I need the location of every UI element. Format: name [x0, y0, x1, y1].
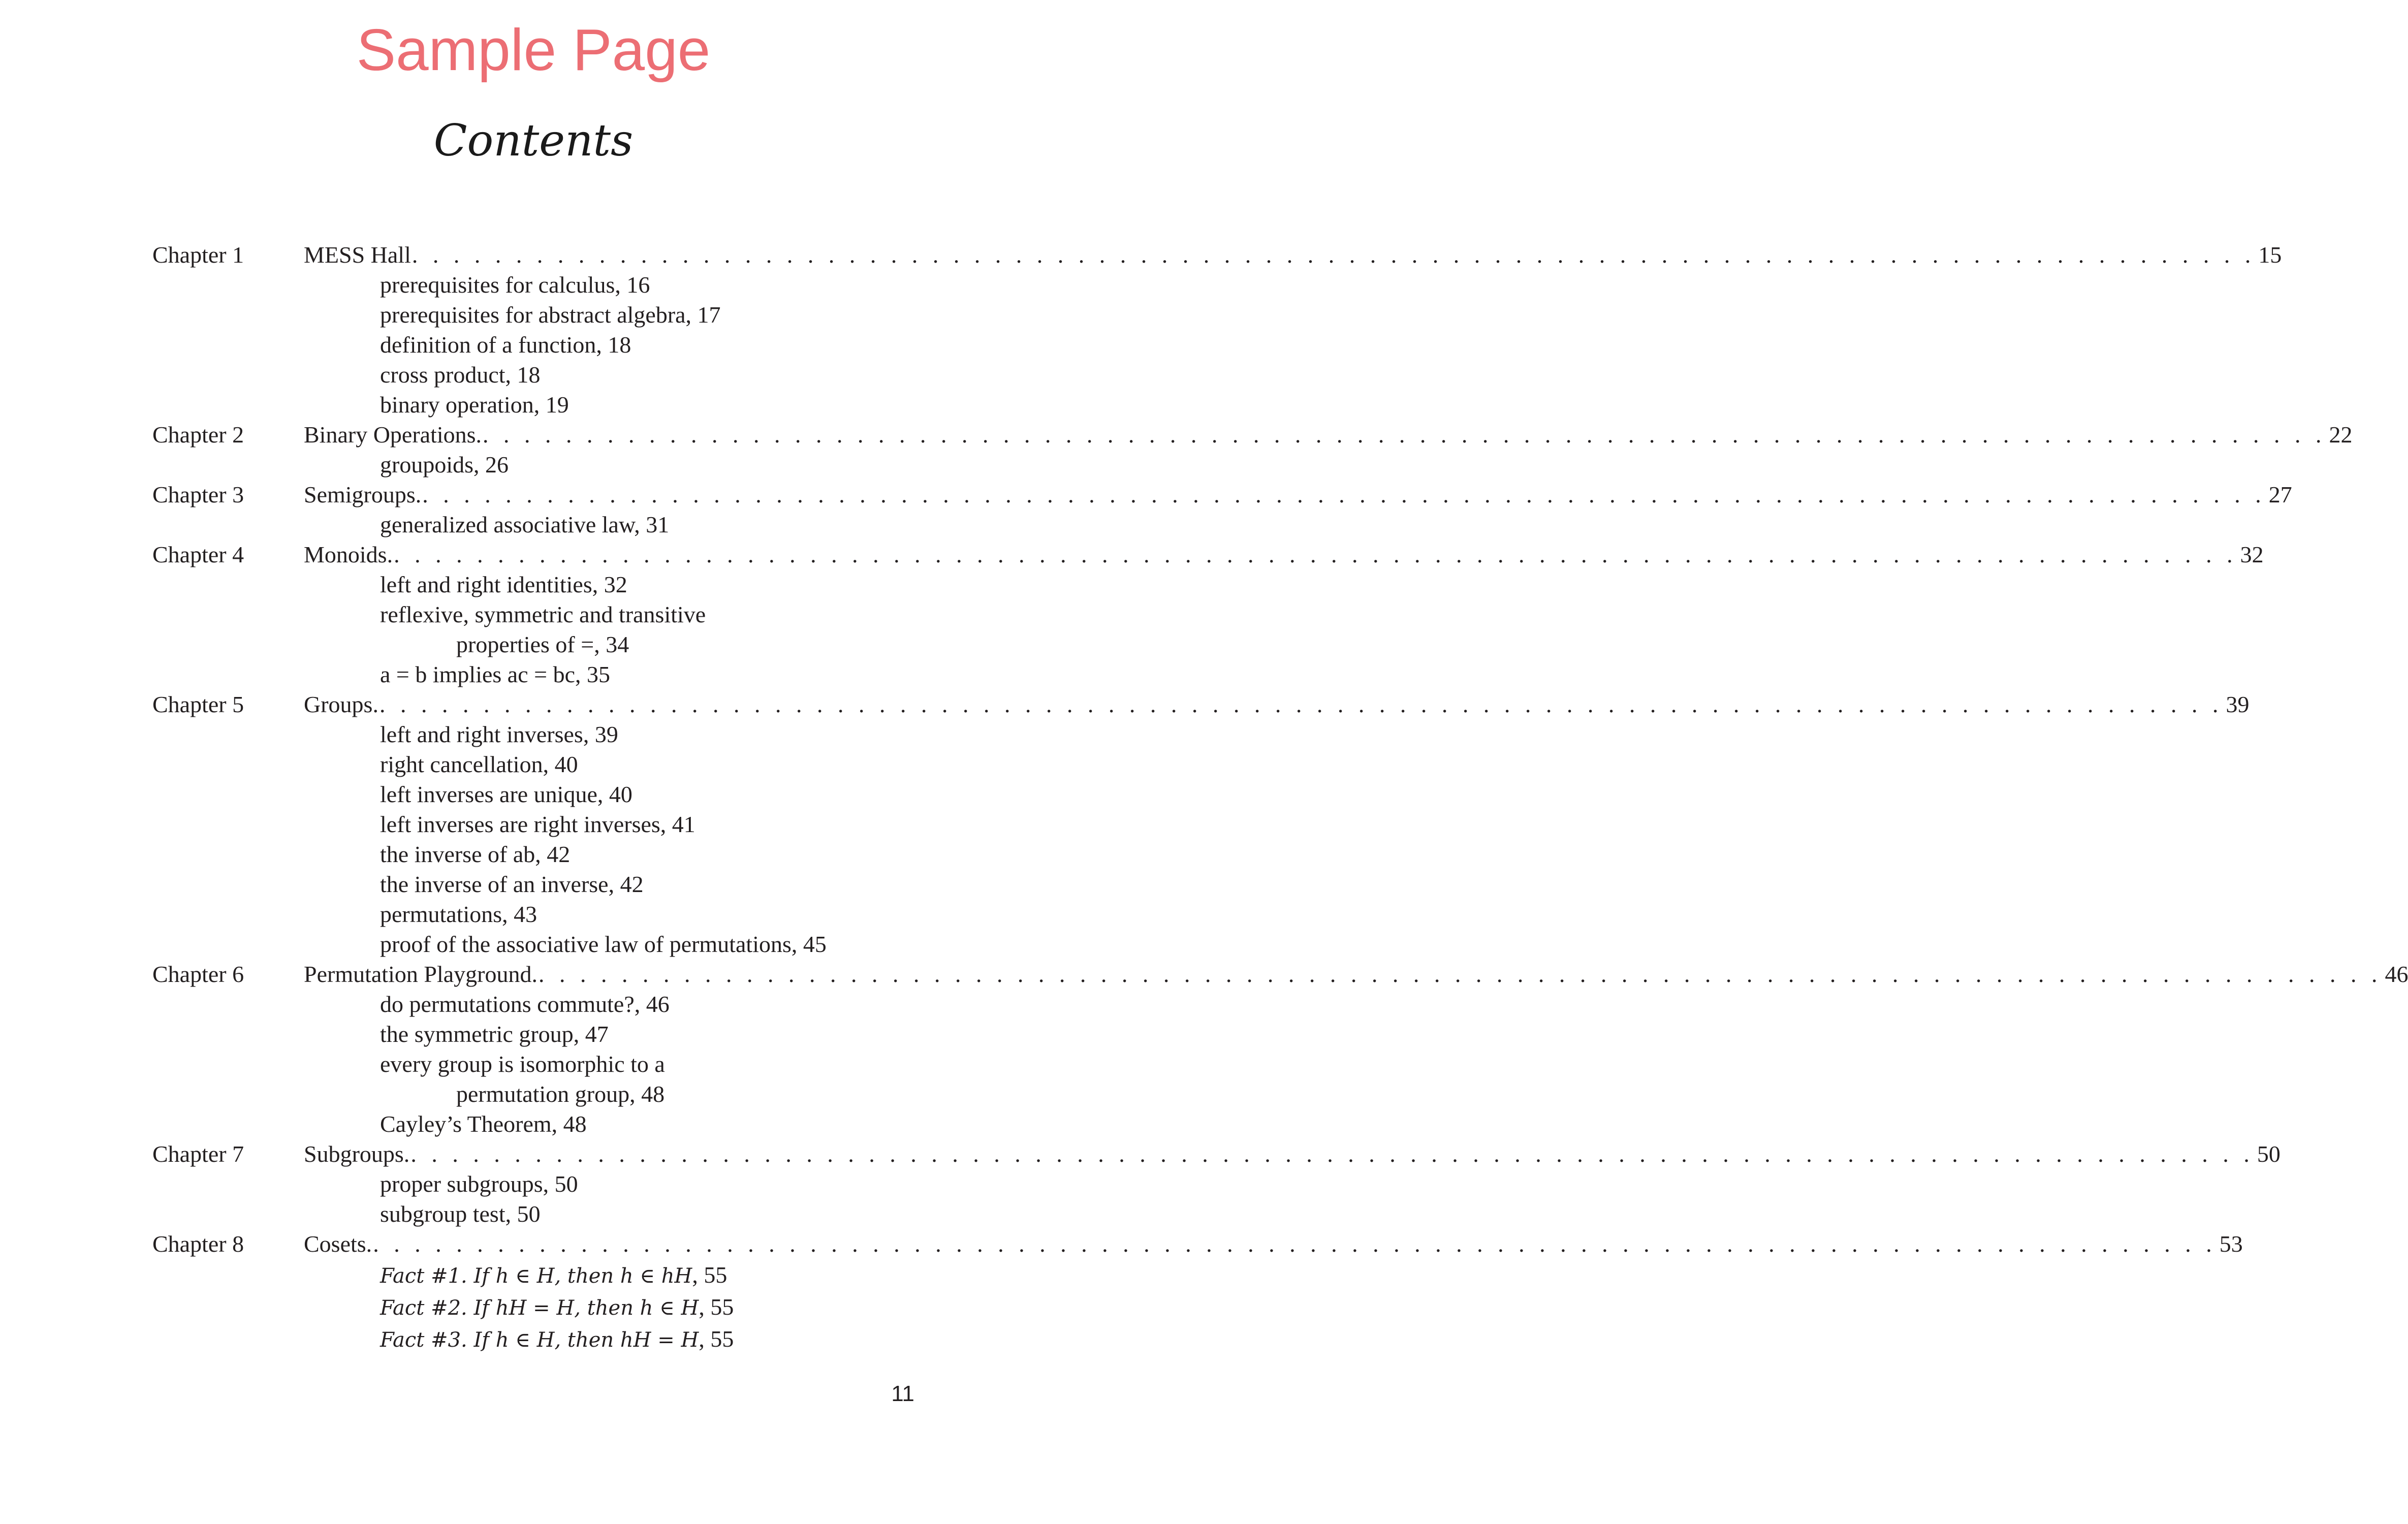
toc-fact-entry — [380, 1324, 734, 1354]
chapter-title: Groups. — [304, 691, 378, 717]
chapter-8-label: Chapter 8 — [152, 1231, 244, 1257]
toc-fact-entry — [380, 1292, 734, 1322]
chapter-8-entry[interactable] — [304, 1229, 2243, 1259]
toc-subentry: every group is isomorphic to a — [380, 1051, 665, 1077]
toc-subentry: left and right inverses, 39 — [380, 721, 618, 747]
chapter-6-entry[interactable] — [304, 959, 2408, 990]
chapter-title: Semigroups. — [304, 482, 422, 507]
chapter-5-entry[interactable] — [304, 689, 2249, 720]
toc-subentry: Cayley’s Theorem, 48 — [380, 1111, 587, 1137]
chapter-title: Monoids. — [304, 542, 393, 567]
toc-subentry: groupoids, 26 — [380, 452, 509, 478]
toc-subentry: a = b implies ac = bc, 35 — [380, 661, 610, 687]
chapter-page-number: 27 — [2268, 482, 2292, 507]
chapter-title: Permutation Playground. — [304, 961, 537, 987]
toc-subentry: left inverses are right inverses, 41 — [380, 811, 695, 837]
toc-subentry: definition of a function, 18 — [380, 332, 631, 358]
chapter-title: Subgroups. — [304, 1141, 410, 1167]
chapter-4-label: Chapter 4 — [152, 542, 244, 567]
dot-leader: . . . . . . . . . . . . . . . . . . . . . . . . . . . . . . . . . . . . . . . . . . . . . . . . . . . . . . . . . . . . . . . . . . . . . . . . . . . . . . . . . . . . . . . . . — [373, 1231, 2216, 1257]
toc-subentry: prerequisites for abstract algebra, 17 — [380, 302, 721, 328]
dot-leader: . . . . . . . . . . . . . . . . . . . . . . . . . . . . . . . . . . . . . . . . . . . . . . . . . . . . . . . . . . . . . . . . . . . . . . . . . . . . . . . . . . . . . . . . . — [538, 961, 2382, 987]
chapter-title: Cosets. — [304, 1231, 372, 1257]
toc-subentry: permutations, 43 — [380, 901, 537, 927]
chapter-2-label: Chapter 2 — [152, 422, 244, 448]
fact-text: Fact #1. If h ∈ H, then h ∈ hH — [380, 1264, 692, 1288]
page-number: 11 — [891, 1381, 914, 1406]
fact-page: , 55 — [692, 1262, 727, 1288]
toc-fact-entry — [380, 1260, 727, 1290]
toc-subentry: subgroup test, 50 — [380, 1201, 541, 1227]
dot-leader: . . . . . . . . . . . . . . . . . . . . . . . . . . . . . . . . . . . . . . . . . . . . . . . . . . . . . . . . . . . . . . . . . . . . . . . . . . . . . . . . . . . . . . . . . — [483, 422, 2326, 448]
toc-subentry: do permutations commute?, 46 — [380, 991, 670, 1017]
chapter-1-entry[interactable] — [304, 240, 2282, 270]
chapter-page-number: 53 — [2219, 1231, 2243, 1257]
chapter-3-entry[interactable] — [304, 480, 2292, 510]
chapter-page-number: 46 — [2385, 961, 2408, 987]
fact-text: Fact #2. If hH = H, then h ∈ H — [380, 1296, 699, 1320]
contents-heading: Contents — [433, 115, 633, 166]
chapter-1-label: Chapter 1 — [152, 242, 244, 268]
dot-leader: . . . . . . . . . . . . . . . . . . . . . . . . . . . . . . . . . . . . . . . . . . . . . . . . . . . . . . . . . . . . . . . . . . . . . . . . . . . . . . . . . . . . . . . . . — [411, 242, 2256, 268]
toc-subentry: right cancellation, 40 — [380, 751, 578, 777]
toc-subentry: the inverse of ab, 42 — [380, 841, 571, 867]
toc-subentry: the symmetric group, 47 — [380, 1021, 609, 1047]
fact-page: , 55 — [699, 1326, 734, 1352]
chapter-2-entry[interactable] — [304, 420, 2353, 450]
chapter-7-label: Chapter 7 — [152, 1141, 244, 1167]
dot-leader: . . . . . . . . . . . . . . . . . . . . . . . . . . . . . . . . . . . . . . . . . . . . . . . . . . . . . . . . . . . . . . . . . . . . . . . . . . . . . . . . . . . . . . . . . — [422, 482, 2266, 507]
toc-subentry: proof of the associative law of permutations, 45 — [380, 931, 827, 957]
chapter-page-number: 32 — [2240, 542, 2264, 567]
toc-subentry: prerequisites for calculus, 16 — [380, 272, 650, 298]
toc-subentry: cross product, 18 — [380, 362, 541, 388]
chapter-page-number: 22 — [2329, 422, 2353, 448]
chapter-title: Binary Operations. — [304, 422, 482, 448]
toc-subentry-continuation: properties of =, 34 — [456, 631, 629, 657]
dot-leader: . . . . . . . . . . . . . . . . . . . . . . . . . . . . . . . . . . . . . . . . . . . . . . . . . . . . . . . . . . . . . . . . . . . . . . . . . . . . . . . . . . . . . . . . . — [394, 542, 2237, 567]
chapter-5-label: Chapter 5 — [152, 691, 244, 717]
toc-subentry: left inverses are unique, 40 — [380, 781, 632, 807]
toc-subentry: proper subgroups, 50 — [380, 1171, 578, 1197]
toc-subentry: reflexive, symmetric and transitive — [380, 601, 706, 627]
toc-subentry: left and right identities, 32 — [380, 572, 627, 597]
dot-leader: . . . . . . . . . . . . . . . . . . . . . . . . . . . . . . . . . . . . . . . . . . . . . . . . . . . . . . . . . . . . . . . . . . . . . . . . . . . . . . . . . . . . . . . . . — [410, 1141, 2254, 1167]
fact-text: Fact #3. If h ∈ H, then hH = H — [380, 1328, 699, 1352]
toc-subentry: the inverse of an inverse, 42 — [380, 871, 644, 897]
sample-page-watermark: Sample Page — [356, 17, 711, 83]
toc-subentry-continuation: permutation group, 48 — [456, 1081, 665, 1107]
chapter-title: MESS Hall — [304, 242, 411, 268]
chapter-4-entry[interactable] — [304, 539, 2264, 570]
toc-subentry: generalized associative law, 31 — [380, 512, 670, 537]
chapter-3-label: Chapter 3 — [152, 482, 244, 507]
chapter-page-number: 39 — [2226, 691, 2249, 717]
chapter-7-entry[interactable] — [304, 1139, 2280, 1169]
fact-page: , 55 — [699, 1294, 734, 1320]
dot-leader: . . . . . . . . . . . . . . . . . . . . . . . . . . . . . . . . . . . . . . . . . . . . . . . . . . . . . . . . . . . . . . . . . . . . . . . . . . . . . . . . . . . . . . . . . — [379, 691, 2223, 717]
chapter-page-number: 50 — [2257, 1141, 2280, 1167]
chapter-page-number: 15 — [2258, 242, 2282, 268]
chapter-6-label: Chapter 6 — [152, 961, 244, 987]
toc-subentry: binary operation, 19 — [380, 392, 569, 418]
